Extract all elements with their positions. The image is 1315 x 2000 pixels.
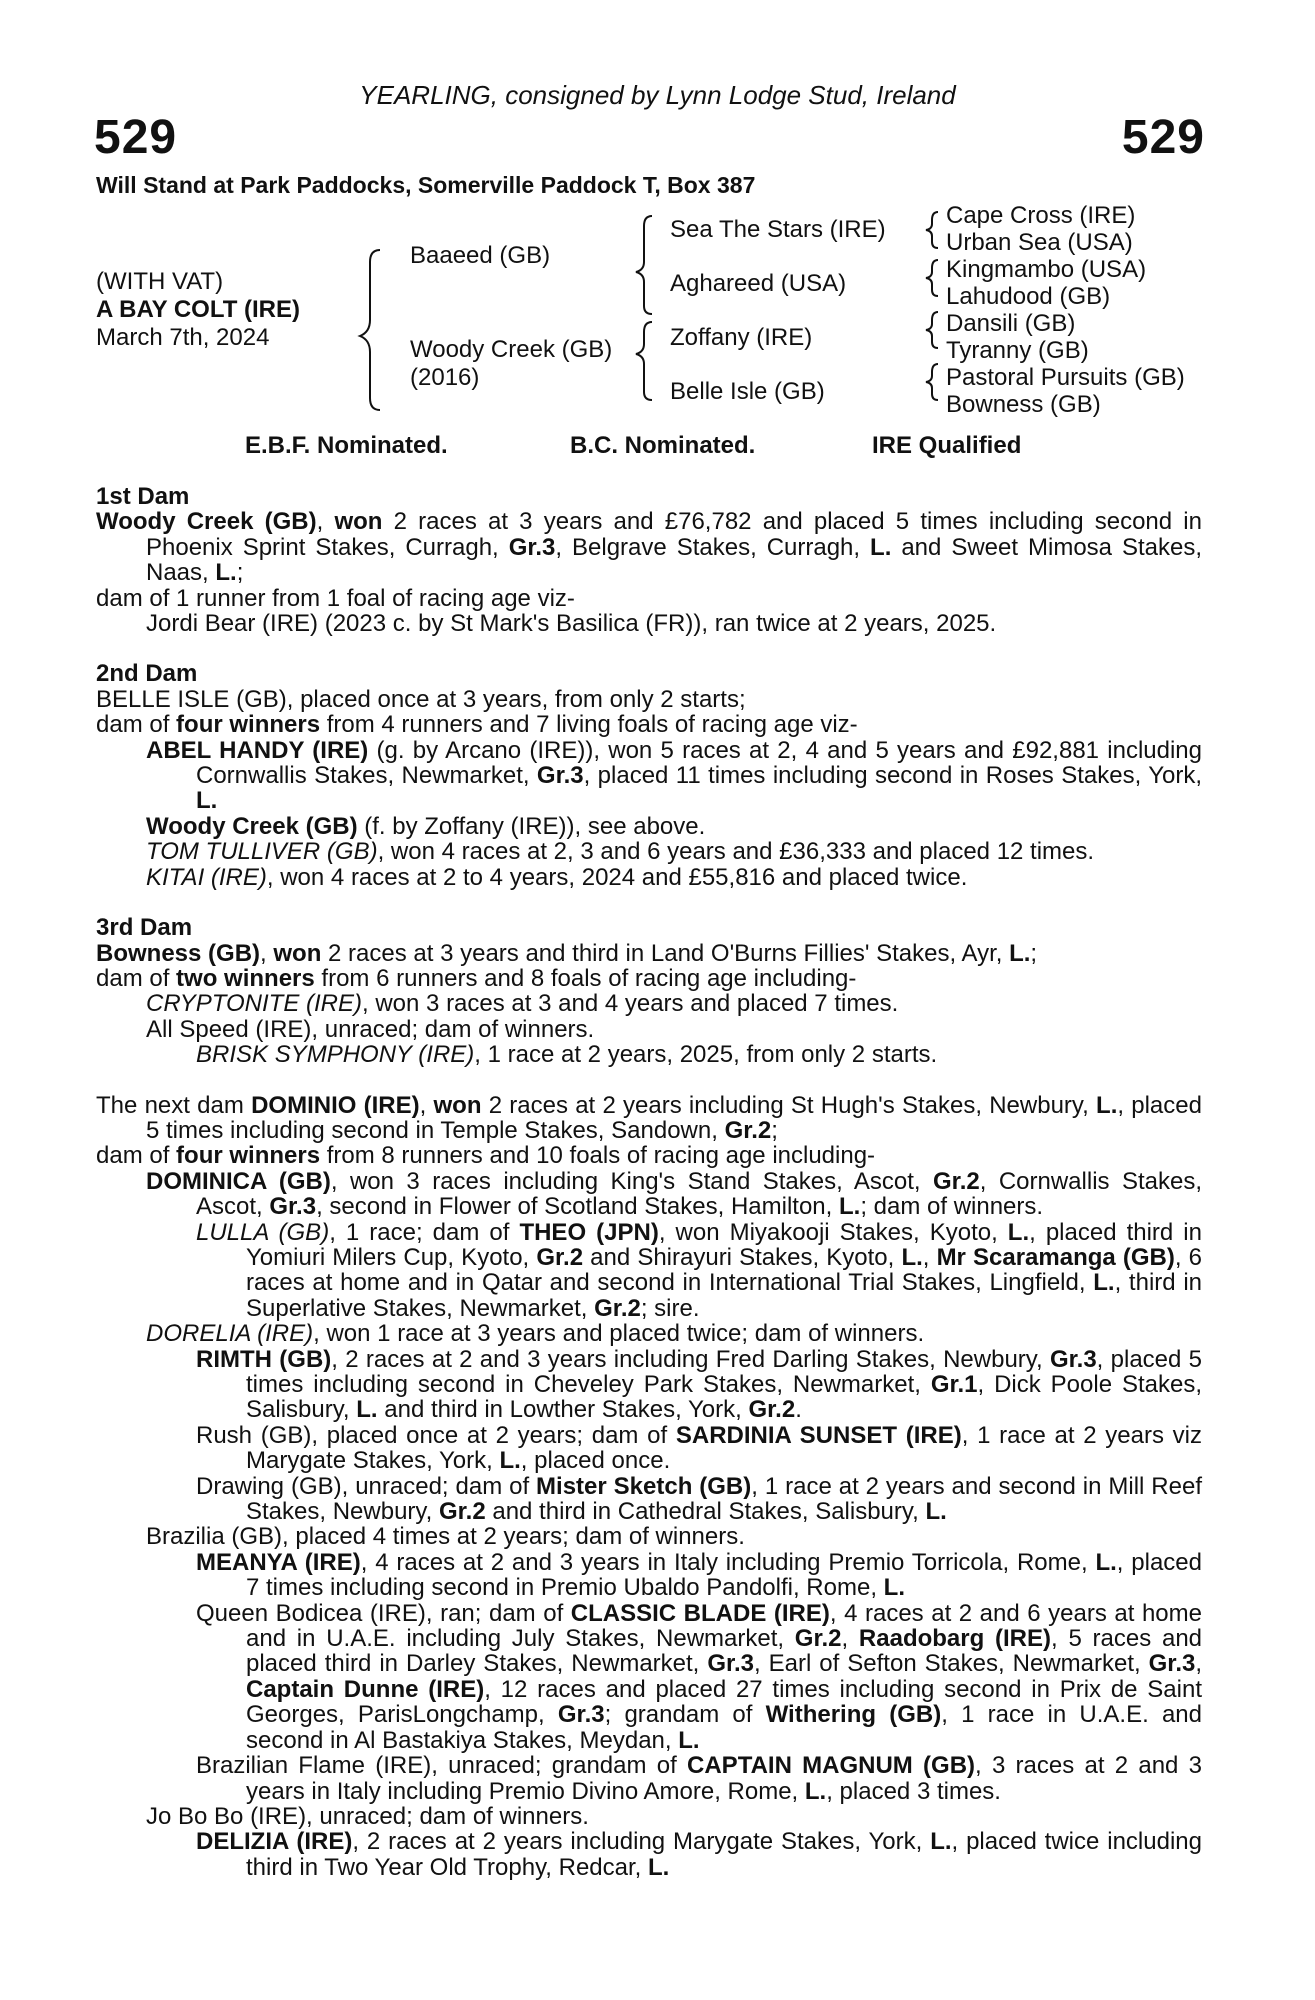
dam-year: (2016) (410, 364, 480, 391)
dam-dam: Belle Isle (GB) (670, 378, 825, 405)
subtitle: YEARLING, consigned by Lynn Lodge Stud, Ireland (359, 80, 956, 110)
next-dam-entry: The next dam DOMINIO (IRE), won 2 races at 2 years including St Hugh's Stakes, Newbury, L., placed 5 times including second in Temple Stakes, Sandown, Gr.2; (96, 1091, 1202, 1144)
ire-qualified: IRE Qualified (872, 432, 1022, 459)
stand-location: Will Stand at Park Paddocks, Somerville Paddock T, Box 387 (96, 172, 756, 198)
lot-name: A BAY COLT (IRE) (96, 296, 301, 323)
next-dam-grandproduce-5: MEANYA (IRE), 4 races at 2 and 3 years in Italy including Premio Torricola, Rome, L., placed 7 times including second in Premio Ubaldo Pandolfi, Rome, L. (196, 1548, 1202, 1602)
second-dam-produce-3: TOM TULLIVER (GB), won 4 races at 2, 3 and 6 years and £36,333 and placed 12 times. (146, 838, 1095, 866)
second-dam-entry: BELLE ISLE (GB), placed once at 3 years, from only 2 starts; (96, 685, 746, 713)
lot-number-right: 529 (1121, 111, 1205, 164)
next-dam-produce-4: Jo Bo Bo (IRE), unraced; dam of winners. (146, 1802, 589, 1830)
dam-sire: Zoffany (IRE) (670, 324, 813, 351)
granddam-line-1: Cape Cross (IRE) (946, 202, 1136, 229)
next-dam-grandproduce-8: DELIZIA (IRE), 2 races at 2 years including Marygate Stakes, York, L., placed twice including third in Two Year Old Trophy, Redcar, L. (196, 1828, 1202, 1881)
first-dam-heading: 1st Dam (96, 483, 190, 510)
granddam-line-3: Kingmambo (USA) (946, 256, 1147, 283)
bc-nomination: B.C. Nominated. (570, 432, 756, 459)
third-dam-entry: Bowness (GB), won 2 races at 3 years and third in Land O'Burns Fillies' Stakes, Ayr, L.; (96, 939, 1038, 967)
sire-dam: Aghareed (USA) (670, 270, 847, 297)
third-dam-produce-2: All Speed (IRE), unraced; dam of winners. (146, 1015, 595, 1043)
second-dam-heading: 2nd Dam (96, 660, 198, 688)
granddam-line-5: Dansili (GB) (946, 310, 1076, 337)
granddam-line-6: Tyranny (GB) (946, 337, 1089, 364)
sire-sire: Sea The Stars (IRE) (670, 216, 886, 243)
dam: Woody Creek (GB) (410, 336, 613, 363)
second-dam-produce-2: Woody Creek (GB) (f. by Zoffany (IRE)), see above. (146, 812, 706, 840)
next-dam-produce-1: DOMINICA (GB), won 3 races including King's Stand Stakes, Ascot, Gr.2, Cornwallis Stakes, Ascot, Gr.3, second in Flower of Scotland Stakes, Hamilton, L.; dam of winners. (146, 1167, 1202, 1221)
granddam-line-8: Bowness (GB) (946, 391, 1101, 418)
sire: Baaeed (GB) (410, 242, 551, 269)
next-dam-grandproduce-7: Brazilian Flame (IRE), unraced; grandam of CAPTAIN MAGNUM (GB), 3 races at 2 and 3 years in Italy including Premio Divino Amore, Rome, L., placed 3 times. (196, 1752, 1202, 1805)
granddam-line-4: Lahudood (GB) (946, 283, 1111, 310)
next-dam-grandproduce-1: LULLA (GB), 1 race; dam of THEO (JPN), won Miyakooji Stakes, Kyoto, L., placed third in Yomiuri Milers Cup, Kyoto, Gr.2 and Shirayuri Stakes, Kyoto, L., Mr Scaramanga (GB), 6 races at home and in Qatar and second in International Trial Stakes, Lingfield, L., third in Superlative Stakes, Newmarket, Gr.2; sire. (196, 1218, 1202, 1322)
second-dam-produce-1: ABEL HANDY (IRE) (g. by Arcano (IRE)), won 5 races at 2, 4 and 5 years and £92,881 including Cornwallis Stakes, Newmarket, Gr.3, placed 11 times including second in Roses Stakes, York, L. (146, 736, 1202, 815)
next-dam-produce-3: Brazilia (GB), placed 4 times at 2 years; dam of winners. (146, 1523, 745, 1551)
third-dam-produce-1: CRYPTONITE (IRE), won 3 races at 3 and 4 years and placed 7 times. (146, 990, 899, 1018)
second-dam-produce-4: KITAI (IRE), won 4 races at 2 to 4 years, 2024 and £55,816 and placed twice. (146, 863, 968, 891)
next-dam-grandproduce-2: RIMTH (GB), 2 races at 2 and 3 years including Fred Darling Stakes, Newbury, Gr.3, placed 5 times including second in Cheveley Park Stakes, Newmarket, Gr.1, Dick Poole Stakes, Salisbury, L. and third in Lowther Stakes, York, Gr.2. (196, 1345, 1202, 1424)
granddam-line-7: Pastoral Pursuits (GB) (946, 364, 1185, 391)
third-dam-produce-summary: dam of two winners from 6 runners and 8 foals of racing age including- (96, 964, 857, 992)
next-dam-produce-summary: dam of four winners from 8 runners and 10 foals of racing age including- (96, 1142, 876, 1170)
first-dam-entry: Woody Creek (GB), won 2 races at 3 years and £76,782 and placed 5 times including second in Phoenix Sprint Stakes, Curragh, Gr.3, Belgrave Stakes, Curragh, L. and Sweet Mimosa Stakes, Naas, L.; (96, 508, 1203, 587)
first-dam-produce-1: Jordi Bear (IRE) (2023 c. by St Mark's Basilica (FR)), ran twice at 2 years, 2025. (146, 610, 997, 638)
third-dam-heading: 3rd Dam (96, 914, 193, 942)
third-dam-grandproduce-1: BRISK SYMPHONY (IRE), 1 race at 2 years, 2025, from only 2 starts. (196, 1041, 938, 1069)
vat-label: (WITH VAT) (96, 268, 224, 295)
granddam-line-2: Urban Sea (USA) (946, 229, 1133, 256)
next-dam-grandproduce-3: Rush (GB), placed once at 2 years; dam of SARDINIA SUNSET (IRE), 1 race at 2 years viz Marygate Stakes, York, L., placed once. (196, 1421, 1203, 1475)
lot-number-left: 529 (94, 111, 178, 164)
ebf-nomination: E.B.F. Nominated. (245, 432, 448, 459)
catalogue-body (96, 484, 1202, 1880)
next-dam-grandproduce-4: Drawing (GB), unraced; dam of Mister Sketch (GB), 1 race at 2 years and second in Mill Reef Stakes, Newbury, Gr.2 and third in Cathedral Stakes, Salisbury, L. (196, 1472, 1202, 1526)
second-dam-produce-summary: dam of four winners from 4 runners and 7 living foals of racing age viz- (96, 711, 858, 739)
next-dam-produce-2: DORELIA (IRE), won 1 race at 3 years and placed twice; dam of winners. (146, 1320, 925, 1348)
foaling-date: March 7th, 2024 (96, 324, 270, 351)
first-dam-produce-summary: dam of 1 runner from 1 foal of racing age viz- (96, 584, 575, 612)
next-dam-grandproduce-6: Queen Bodicea (IRE), ran; dam of CLASSIC BLADE (IRE), 4 races at 2 and 6 years at home and in U.A.E. including July Stakes, Newmarket, Gr.2, Raadobarg (IRE), 5 races and placed third in Darley Stakes, Newmarket, Gr.3, Earl of Sefton Stakes, Newmarket, Gr.3, Captain Dunne (IRE), 12 races and placed 27 times including second in Prix de Saint Georges, ParisLongchamp, Gr.3; grandam of Withering (GB), 1 race in U.A.E. and second in Al Bastakiya Stakes, Meydan, L. (196, 1599, 1203, 1754)
